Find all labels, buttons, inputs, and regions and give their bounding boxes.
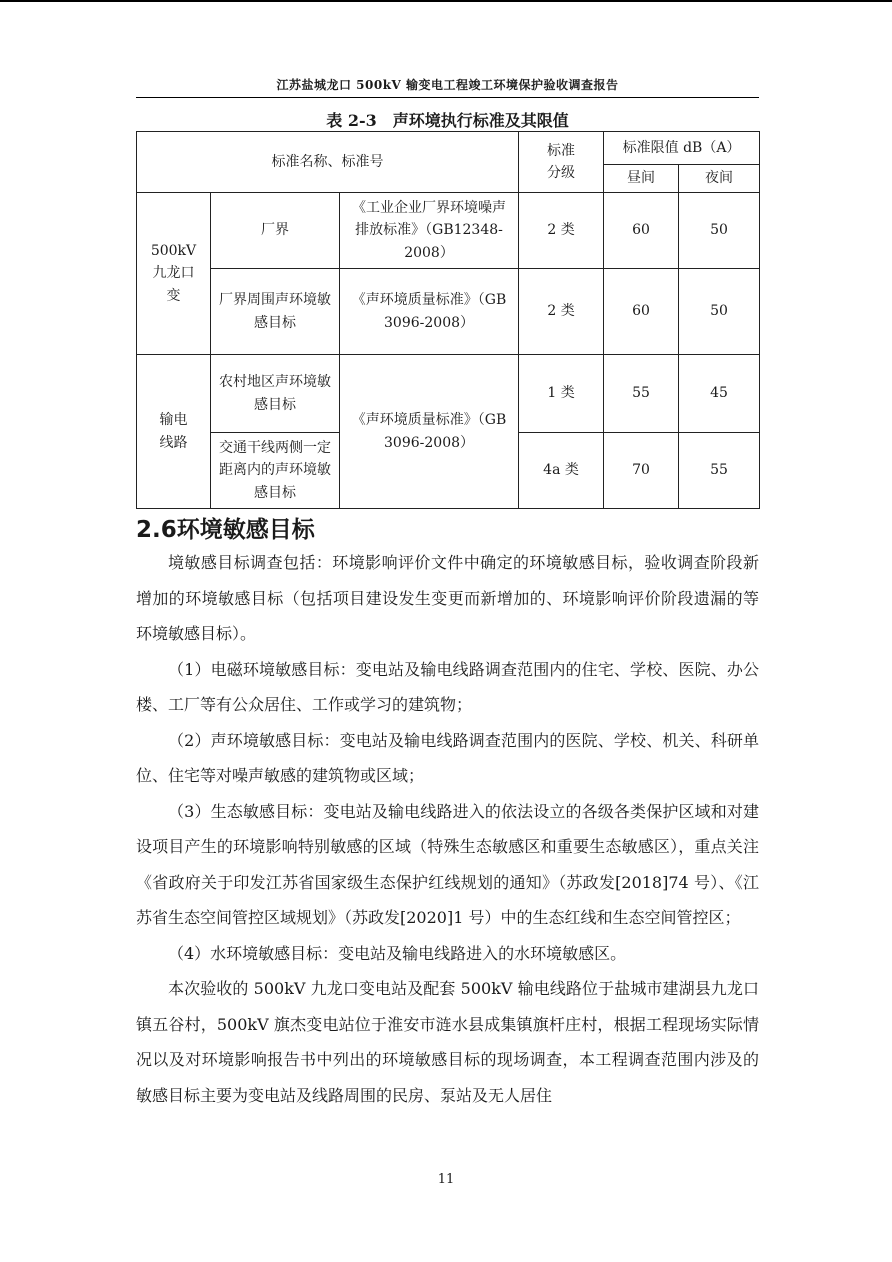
paragraph: （3）生态敏感目标：变电站及输电线路进入的依法设立的各级各类保护区域和对建设项目产生的环境影响特别敏感的区域（特殊生态敏感区和重要生态敏感区），重点关注《省政府关于印发江苏省国家级生态保护红线规划的通知》（苏政发[2018]74 号）、《江苏省生态空间管控区域规划》（苏政发[2020]1 号）中的生态红线和生态空间管控区； bbox=[136, 801, 759, 927]
noise-standard-table bbox=[136, 131, 760, 509]
day-limit-cell: 70 bbox=[604, 433, 679, 509]
header-divider bbox=[136, 97, 759, 98]
day-limit-cell: 60 bbox=[604, 193, 679, 269]
standard-cell: 《声环境质量标准》（GB 3096-2008） bbox=[340, 355, 519, 509]
header-standard-class: 标准分级 bbox=[519, 132, 604, 193]
area-cell: 厂界周围声环境敏感目标 bbox=[211, 269, 340, 355]
class-cell: 4a 类 bbox=[519, 433, 604, 509]
paragraph: （2）声环境敏感目标：变电站及输电线路调查范围内的医院、学校、机关、科研单位、住宅等对噪声敏感的建筑物或区域； bbox=[136, 730, 759, 785]
class-cell: 1 类 bbox=[519, 355, 604, 433]
running-header: 江苏盐城龙口 500kV 输变电工程竣工环境保护验收调查报告 bbox=[276, 78, 619, 92]
page-number: 11 bbox=[437, 1172, 455, 1187]
standard-cell: 《工业企业厂界环境噪声排放标准》（GB12348-2008） bbox=[340, 193, 519, 269]
header-standard-name: 标准名称、标准号 bbox=[137, 132, 519, 193]
table-row bbox=[137, 355, 760, 433]
table-row bbox=[137, 269, 760, 355]
day-limit-cell: 55 bbox=[604, 355, 679, 433]
day-limit-cell: 60 bbox=[604, 269, 679, 355]
top-border bbox=[0, 0, 892, 2]
paragraph: 境敏感目标调查包括：环境影响评价文件中确定的环境敏感目标，验收调查阶段新增加的环境敏感目标（包括项目建设发生变更而新增加的、环境影响评价阶段遗漏的等环境敏感目标）。 bbox=[136, 553, 759, 643]
group-label: 输电线路 bbox=[137, 355, 211, 509]
header-night: 夜间 bbox=[679, 165, 760, 193]
table-row bbox=[137, 193, 760, 269]
paragraph: （1）电磁环境敏感目标：变电站及输电线路调查范围内的住宅、学校、医院、办公楼、工厂等有公众居住、工作或学习的建筑物； bbox=[136, 659, 759, 714]
standard-cell: 《声环境质量标准》（GB 3096-2008） bbox=[340, 269, 519, 355]
night-limit-cell: 50 bbox=[679, 193, 760, 269]
section-heading: 2.6环境敏感目标 bbox=[136, 517, 315, 543]
paragraph: （4）水环境敏感目标：变电站及输电线路进入的水环境敏感区。 bbox=[168, 943, 627, 963]
night-limit-cell: 50 bbox=[679, 269, 760, 355]
class-cell: 2 类 bbox=[519, 193, 604, 269]
section-body bbox=[136, 545, 759, 1113]
night-limit-cell: 55 bbox=[679, 433, 760, 509]
header-limit: 标准限值 dB（A） bbox=[604, 132, 760, 165]
night-limit-cell: 45 bbox=[679, 355, 760, 433]
area-cell: 农村地区声环境敏感目标 bbox=[211, 355, 340, 433]
table-caption: 表 2-3 声环境执行标准及其限值 bbox=[326, 111, 569, 130]
area-cell: 交通干线两侧一定距离内的声环境敏感目标 bbox=[211, 433, 340, 509]
area-cell: 厂界 bbox=[211, 193, 340, 269]
header-day: 昼间 bbox=[604, 165, 679, 193]
table-header-row bbox=[137, 132, 760, 165]
group-label: 500kV 九龙口变 bbox=[137, 193, 211, 355]
paragraph: 本次验收的 500kV 九龙口变电站及配套 500kV 输电线路位于盐城市建湖县九龙口镇五谷村，500kV 旗杰变电站位于淮安市涟水县成集镇旗杆庄村，根据工程现场实际情况以及对环境影响报告书中列出的环境敏感目标的现场调查，本工程调查范围内涉及的敏感目标主要为变电站及线路周围的民房、泵站及无人居住 bbox=[136, 979, 759, 1105]
class-cell: 2 类 bbox=[519, 269, 604, 355]
